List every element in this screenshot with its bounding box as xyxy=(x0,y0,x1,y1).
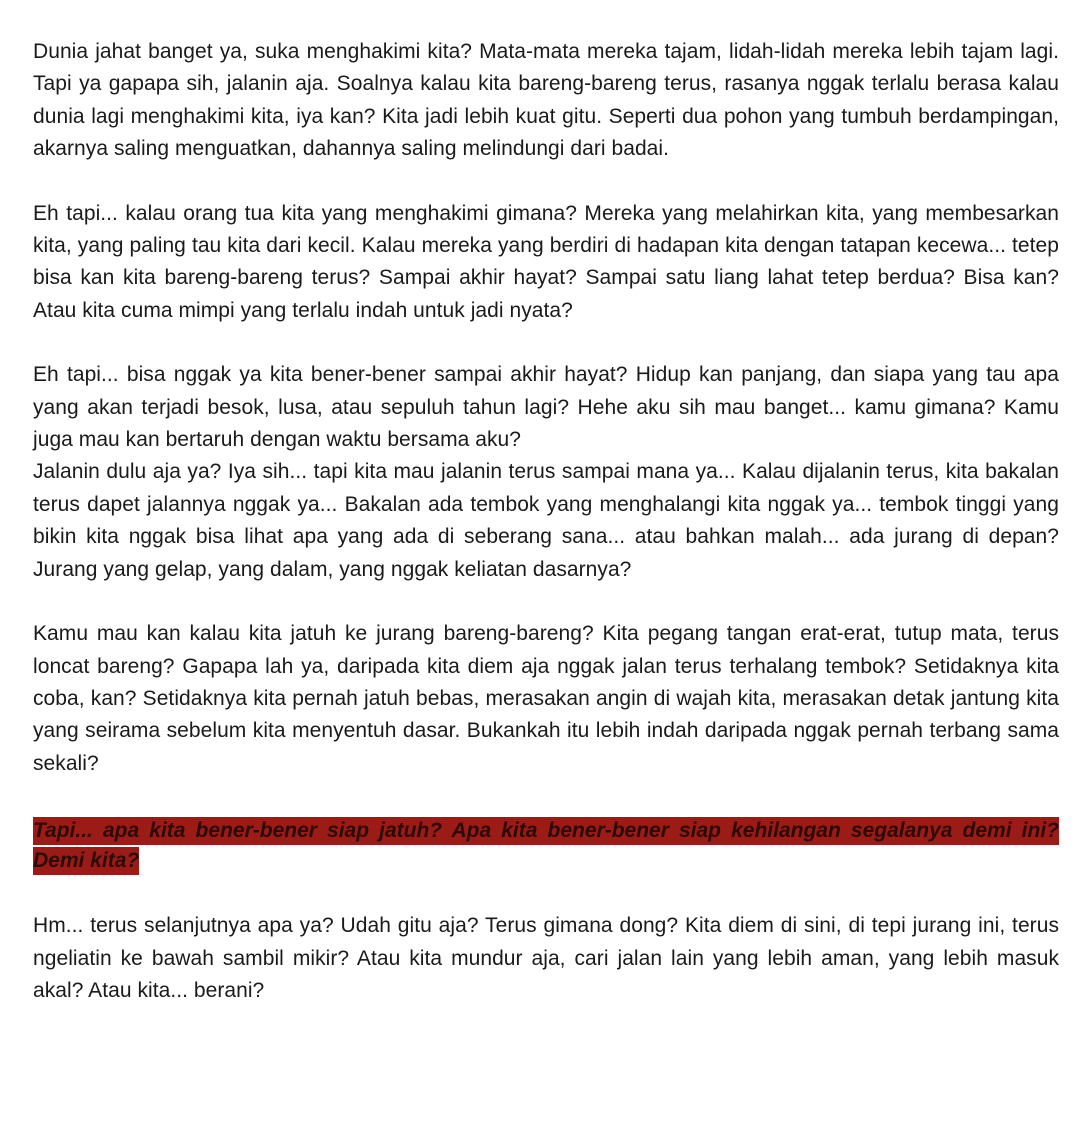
paragraph-2: Eh tapi... kalau orang tua kita yang menghakimi gimana? Mereka yang melahirkan kita, yang membesarkan kita, yang paling tau kita dari kecil. Kalau mereka yang berdiri di hadapan kita dengan tatapan kecewa... tetep bisa kan kita bareng-bareng terus? Sampai akhir hayat? Sampai satu liang lahat tetep berdua? Bisa kan? Atau kita cuma mimpi yang terlalu indah untuk jadi nyata? xyxy=(33,201,1059,322)
paragraph-3: Eh tapi... bisa nggak ya kita bener-bener sampai akhir hayat? Hidup kan panjang, dan siapa yang tau apa yang akan terjadi besok, lusa, atau sepuluh tahun lagi? Hehe aku sih mau banget... kamu gimana? Kamu juga mau kan bertaruh dengan waktu bersama aku? xyxy=(33,363,1059,452)
highlighted-quote xyxy=(33,816,1059,876)
paragraph-1: Dunia jahat banget ya, suka menghakimi kita? Mata-mata mereka tajam, lidah-lidah mereka lebih tajam lagi. Tapi ya gapapa sih, jalanin aja. Soalnya kalau kita bareng-bareng terus, rasanya nggak terlalu berasa kalau dunia lagi menghakimi kita, iya kan? Kita jadi lebih kuat gitu. Seperti dua pohon yang tumbuh berdampingan, akarnya saling menguatkan, dahannya saling melindungi dari badai. xyxy=(33,40,1059,161)
paragraph-spacer xyxy=(33,780,1059,816)
paragraph-spacer xyxy=(33,327,1059,359)
document-body xyxy=(33,36,1059,1007)
paragraph-spacer xyxy=(33,876,1059,910)
paragraph-4: Jalanin dulu aja ya? Iya sih... tapi kita mau jalanin terus sampai mana ya... Kalau dijalanin terus, kita bakalan terus dapet jalannya nggak ya... Bakalan ada tembok yang menghalangi kita nggak ya... tembok tinggi yang bikin kita nggak bisa lihat apa yang ada di seberang sana... atau bahkan malah... ada jurang di depan? Jurang yang gelap, yang dalam, yang nggak keliatan dasarnya? xyxy=(33,460,1059,581)
highlight-text: Tapi... apa kita bener-bener siap jatuh? Apa kita bener-bener siap kehilangan segalanya demi ini? Demi kita? xyxy=(33,817,1059,875)
closing-paragraph: Hm... terus selanjutnya apa ya? Udah gitu aja? Terus gimana dong? Kita diem di sini, di tepi jurang ini, terus ngeliatin ke bawah sambil mikir? Atau kita mundur aja, cari jalan lain yang lebih aman, yang lebih masuk akal? Atau kita... berani? xyxy=(33,914,1059,1002)
paragraph-spacer xyxy=(33,586,1059,618)
paragraph-spacer xyxy=(33,166,1059,198)
paragraph-5: Kamu mau kan kalau kita jatuh ke jurang bareng-bareng? Kita pegang tangan erat-erat, tutup mata, terus loncat bareng? Gapapa lah ya, daripada kita diem aja nggak jalan terus terhalang tembok? Setidaknya kita coba, kan? Setidaknya kita pernah jatuh bebas, merasakan angin di wajah kita, merasakan detak jantung kita yang seirama sebelum kita menyentuh dasar. Bukankah itu lebih indah daripada nggak pernah terbang sama sekali? xyxy=(33,622,1059,775)
